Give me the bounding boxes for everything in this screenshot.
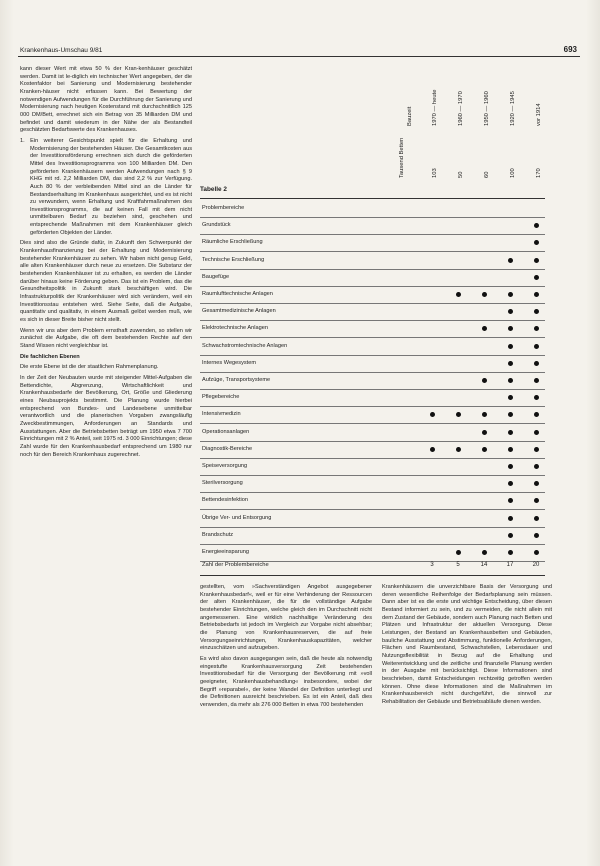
row-label: Operationsanlagen — [202, 428, 250, 435]
left-column — [20, 66, 192, 856]
page-number: 693 — [563, 45, 577, 54]
paragraph: 1. Ein weiterer Gesichtspunkt spielt für die Erhaltung und Modernisierung der bestehenden Häuser. Die Gesamtkosten aus der Investitionsförderung errechnen sich durch die geförderten Mittel des Investitionsprogramms von 100 Milliarden DM. Den geförderten Krankenhäusern werden Aufwendungen nach § 9 KHG mit rd. 2,2 Milliarden DM, das sind 2,2 % zur Verfügung. Auch 80 % der verbleibenden Mittel sind an die Länder für Bestandserhaltung im Krankenhaus ausgerichtet, und es ist nicht zu verwundern, wenn Erhaltung und Kraftfahrmaßnahmen des Investitionsprogramms, die auf keinen Fall mit dem nicht unmittelbaren Bedarf zu beziehen sind, geschehen und entsprechende Maßnahmen mit dem Krankenhäuser gleich geförderten Objekten der Länder. — [20, 137, 192, 236]
row-label: Aufzüge, Transportsysteme — [202, 377, 271, 383]
sum-value: 20 — [532, 562, 540, 568]
marker-dot — [482, 326, 487, 331]
row-label: Sterilversorgung — [202, 480, 243, 487]
row-label: Energieeinsparung — [202, 549, 249, 555]
marker-dot — [534, 361, 539, 366]
running-header: Krankenhaus-Umschau 9/81 — [20, 47, 103, 54]
marker-dot — [534, 430, 539, 435]
marker-dot — [534, 533, 539, 538]
row-label: Intensivmedizin — [202, 411, 241, 418]
paragraph: gestellten, vom »Sachverständigen Angebot ausgegebener Krankenhausbedarf«, weil er für eine Verhinderung der Ressourcen der alten Krankenhäuser, die für die vollständige Aufgabe bestehender Einrichtungen, welche gleich den im Durchschnitt nicht angemessenen. Eine wirklich nachhaltige Veränderung des Betriebsbedarfs ist jedoch im Vergleich zur Vorgabe nicht absehbar; die Planung von Krankenhausreserven, die auf freie Versorgungseinrichtungen, Krankenhauskapazitäten, welcher einzuschätzen und aufzugeben. — [200, 584, 372, 652]
table-row — [200, 252, 545, 270]
table-row — [200, 389, 545, 407]
period-beds-2: 60 — [484, 171, 490, 178]
marker-dot — [508, 292, 513, 297]
marker-dot — [508, 533, 513, 538]
marker-dot — [534, 464, 539, 469]
table-row — [200, 286, 545, 304]
row-label: Grundstück — [202, 222, 231, 229]
marker-dot — [534, 412, 539, 417]
period-beds-0: 103 — [432, 168, 438, 178]
period-beds-3: 100 — [510, 168, 516, 178]
period-label-3: 1920 — 1945 — [510, 91, 516, 126]
table-row — [200, 269, 545, 287]
table-row — [200, 338, 545, 356]
sum-value: 5 — [456, 562, 460, 568]
marker-dot — [508, 395, 513, 400]
marker-dot — [508, 481, 513, 486]
marker-dot — [508, 309, 513, 314]
marker-dot — [482, 412, 487, 417]
paragraph: Die erste Ebene ist die der staatlichen Rahmenplanung. — [20, 364, 159, 371]
middle-column — [200, 584, 372, 856]
paragraph: Es wird also davon ausgegangen sein, daß die heute als notwendig eingestufte Krankenhausversorgung Zeit bestehenden Investitionsbedarf für die Versorgung der Bevölkerung mit »voll geeigneter, Krankenhausbehandlung« insbesondere, wobei der Begriff »reparabel«, der keine Wandel der Definition unterliegt und die Definitionen ausreicht beschrieben. Es ist ein Anteil, daß dies verwenden, da mehr als 276 000 Betten in etwa 700 bestehenden — [200, 655, 372, 708]
table-row — [200, 441, 545, 459]
table-row — [200, 200, 545, 218]
section-title: Die fachlichen Ebenen — [20, 353, 80, 360]
marker-dot — [482, 292, 487, 297]
row-label: Brandschutz — [202, 531, 234, 538]
marker-dot — [456, 292, 461, 297]
marker-dot — [534, 344, 539, 349]
row-label: Pflegebereiche — [202, 394, 240, 401]
table-caption: Tabelle 2 — [200, 186, 227, 193]
marker-dot — [534, 223, 539, 228]
paragraph: In der Zeit der Neubauten wurde mit steigender Mittel-Aufgaben die Bettendichte, Abgrenzung, Wirtschaftlichkeit und Krankenhausbedarfe der Bevölkerung, Ort, Größe und Gliederung eines Neubauprojekts bestimmt. Die Planung wurde hierbei entsprechend von Bundes- und Landesebene unmittelbar verantwortlich und die planerischen Vorgaben zwangsläufig Zweckbestimmungen, Anforderungen an Standards und Ausstattungen. Aber die Betriebsbetten beträgt um 1950 etwa 7 700 Einrichtungen mit 2 % Anteil, seit 1975 rd. 3 000 Einrichtungen; diese Zahl wurde für den Krankenhausbedarf entsprechend um 1980 nur noch für den Bereich Krankenhaus zugerechnet. — [20, 374, 192, 458]
marker-dot — [534, 240, 539, 245]
row-label: Baugefüge — [202, 273, 230, 280]
row-label: Speiseversorgung — [202, 463, 248, 469]
marker-dot — [508, 498, 513, 503]
marker-dot — [430, 412, 435, 417]
marker-dot — [508, 412, 513, 417]
period-beds-1: 50 — [458, 171, 464, 178]
sum-value: 3 — [430, 562, 434, 568]
marker-dot — [534, 498, 539, 503]
marker-dot — [534, 395, 539, 400]
marker-dot — [534, 326, 539, 331]
marker-dot — [508, 378, 513, 383]
table-row — [200, 303, 545, 321]
marker-dot — [482, 378, 487, 383]
table-row — [200, 510, 545, 528]
marker-dot — [508, 447, 513, 452]
paragraph: kann dieser Wert mit etwa 50 % der Kran-kenhäuser geschätzt werden. Damit ist le-diglich ein technischer Wert angegeben, der die Kostenfaktor bei Sanierung und Modernisierung bestehender Kranken-häuser nicht erfassen kann. Bei Bewertung der notwendigen Aufwendungen für die Durchführung der Sanierung und Modernisierung nach heutigen Kostenstand mit durchschnittlich 125 000 DM/Bett, errechnet sich ein Betrag von 35 Milliarden DM und befindet und damit wiederum in der Nähe der als Bestandteil geschätzten Bedarfswerte des Krankenhauses. — [20, 66, 192, 134]
row-label: Internes Wegesystem — [202, 359, 256, 366]
row-label: Bettendesinfektion — [202, 497, 249, 504]
paragraph: Krankenhäusern die unverzichtbare Basis der Versorgung und deren wesentliche Reihenfolge der Bedarfsplanung sein müssen. Dann aber ist es die erste und wichtige Entscheidung, über diesen Bestand informiert zu sein, und zu vermeiden, die nicht allein mit dem Zustand der Gebäude, sondern auch Planung nach Betten und Plätzen und Infrastruktur der aktuellen Versorgung. Diese Leistungen, der Bestand an Krankenhausbetten und Gebäuden, bauliche Ausstattung und Abstimmung, funktionelle Anforderungen, Flächen und Raumbestand, Schwachstellen, Lebensdauer und Nutzungsflexibilität in Bezug auf die Erhaltung und Weiterentwicklung und die zeitliche und finanzielle Planung werden in der Ausgabe mit berücksichtigt. Diese Informationen sind beschrieben, damit Entscheidungen rechtzeitig getroffen werden können. Ohne diese Informationen sind die Maßnahmen im Krankenhausbereich nicht durchgeführt, die sinnvoll zur Rehabilitation der Gebäude und Betriebsabläufe dienen werden. — [382, 584, 552, 705]
period-header: Bauzeit — [407, 106, 413, 126]
marker-dot — [508, 516, 513, 521]
sum-value: 14 — [480, 562, 488, 568]
table-row — [200, 527, 545, 545]
row-label: Elektrotechnische Anlagen — [202, 325, 268, 332]
marker-dot — [534, 481, 539, 486]
row-label: Diagnostik-Bereiche — [202, 445, 253, 452]
row-label: Raumlufttechnische Anlagen — [202, 291, 273, 297]
row-label: Gesamtmedizinische Anlagen — [202, 308, 276, 315]
table-row — [200, 406, 545, 424]
marker-dot — [456, 447, 461, 452]
marker-dot — [534, 292, 539, 297]
period-beds-4: 170 — [536, 168, 542, 178]
marker-dot — [508, 464, 513, 469]
marker-dot — [534, 258, 539, 263]
table-bottom-rule — [200, 575, 545, 576]
marker-dot — [508, 258, 513, 263]
paragraph: Dies sind also die Gründe dafür, in Zukunft den Schwerpunkt der Krankenhausfinanzierung bei der Erhaltung und Modernisierung bestehender Krankenhäuser zu sehen. Wir haben nicht genug Geld, alle alten Krankenhäuser durch neue zu ersetzen. Die Substanz der bestehenden Krankenhäuser ist zu erhalten, es werden die Länder darüber hinaus keine Förderung geben. Das ist ein Problem, das die Gesundheitspolitik in Zukunft stark beschäftigen wird. Die Infrastrukturpolitik der Krankenhäuser wird sich verändern, weil ein Investitionsstau entstehen wird. Siehe Seite, daß die Aufgabe, quantitativ und qualitativ, in einem Ausmaß gelöst werden muß, wie es sich in dieser Breite bisher nicht stellt. — [20, 240, 192, 323]
table-row — [200, 475, 545, 493]
marker-dot — [534, 309, 539, 314]
header-bed-count: Tausend Betten — [399, 137, 405, 178]
table-row — [200, 372, 545, 390]
row-label: Problembereiche — [202, 205, 245, 211]
marker-dot — [534, 516, 539, 521]
marker-dot — [508, 361, 513, 366]
table-row — [200, 217, 545, 235]
marker-dot — [430, 447, 435, 452]
header-rule — [18, 56, 580, 57]
period-label-2: 1950 — 1960 — [484, 91, 490, 126]
marker-dot — [482, 430, 487, 435]
table-top-rule — [200, 198, 545, 199]
sum-value: 17 — [506, 562, 514, 568]
marker-dot — [482, 447, 487, 452]
marker-dot — [508, 344, 513, 349]
marker-dot — [508, 326, 513, 331]
period-label-1: 1960 — 1970 — [458, 91, 464, 126]
period-label-0: 1970 — heute — [432, 89, 438, 126]
marker-dot — [534, 378, 539, 383]
marker-dot — [534, 550, 539, 555]
row-label: Räumliche Erschließung — [202, 239, 263, 246]
marker-dot — [534, 447, 539, 452]
marker-dot — [482, 550, 487, 555]
marker-dot — [508, 550, 513, 555]
table-row — [200, 320, 545, 338]
table-row — [200, 458, 545, 476]
table-sum-row — [200, 557, 545, 574]
row-label: Technische Erschließung — [202, 256, 265, 263]
right-column — [382, 584, 552, 856]
paragraph: Wenn wir uns aber dem Problem ernsthaft zuwenden, so stellen wir zunächst die Aufgabe, die oft dem bestehenden Rechte auf den Stand Wissen nicht vergleichbar ist. — [20, 327, 192, 349]
marker-dot — [456, 412, 461, 417]
table-row — [200, 492, 545, 510]
marker-dot — [508, 430, 513, 435]
marker-dot — [534, 275, 539, 280]
marker-dot — [456, 550, 461, 555]
table-row — [200, 234, 545, 252]
table-row — [200, 424, 545, 442]
period-label-4: vor 1914 — [536, 103, 542, 126]
table-row — [200, 355, 545, 373]
sum-label: Zahl der Problembereiche — [202, 562, 269, 568]
row-label: Übrige Ver- und Entsorgung — [202, 514, 272, 521]
row-label: Schwachstromtechnische Anlagen — [202, 342, 288, 349]
